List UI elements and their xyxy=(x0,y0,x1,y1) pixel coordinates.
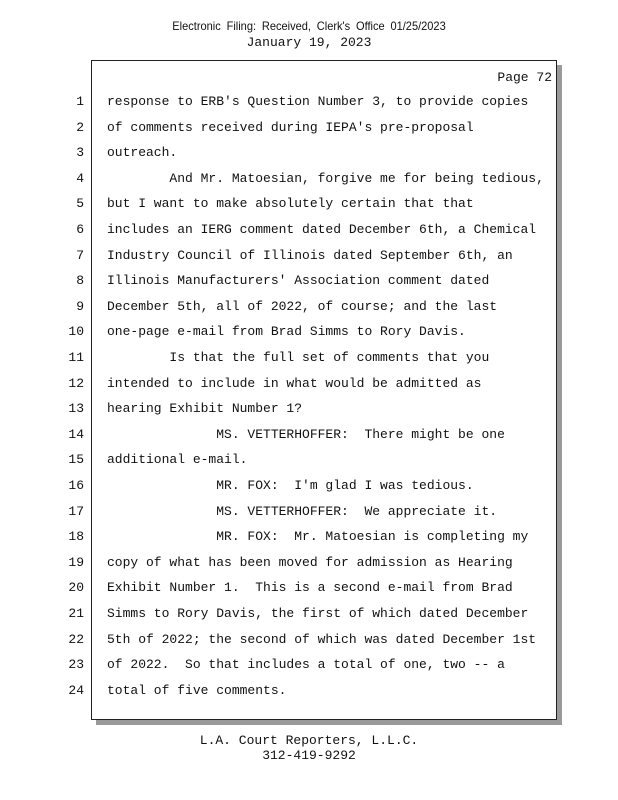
line-number: 15 xyxy=(68,452,84,468)
line-text: MS. VETTERHOFFER: There might be one xyxy=(107,426,505,442)
transcript-line xyxy=(0,555,618,575)
line-text: of 2022. So that includes a total of one, two -- a xyxy=(107,657,505,673)
transcript-line xyxy=(0,196,618,216)
transcript-line xyxy=(0,120,618,140)
line-text: December 5th, all of 2022, of course; and the last xyxy=(107,298,498,314)
line-number: 1 xyxy=(76,94,84,109)
line-number: 3 xyxy=(76,145,84,161)
line-number: 18 xyxy=(68,529,84,545)
line-text: intended to include in what would be admitted as xyxy=(107,375,482,391)
line-text: MR. FOX: Mr. Matoesian is completing my xyxy=(107,529,529,545)
line-number: 14 xyxy=(68,426,84,442)
line-text: MS. VETTERHOFFER: We appreciate it. xyxy=(107,503,498,519)
court-reporter-phone: 312-419-9292 xyxy=(262,748,356,763)
transcript-line xyxy=(0,171,618,191)
line-text: copy of what has been moved for admission as Hearing xyxy=(107,554,513,570)
line-text: Industry Council of Illinois dated September 6th, an xyxy=(107,247,513,263)
line-text: total of five comments. xyxy=(107,682,287,698)
transcript-line xyxy=(0,606,618,626)
transcript-line xyxy=(0,273,618,293)
transcript-line xyxy=(0,350,618,370)
transcript-line xyxy=(0,222,618,242)
transcript-line xyxy=(0,657,618,677)
line-text: MR. FOX: I'm glad I was tedious. xyxy=(107,478,474,493)
line-number: 22 xyxy=(68,631,84,647)
page-number: Page 72 xyxy=(497,70,552,85)
transcript-line xyxy=(0,248,618,268)
line-text: one-page e-mail from Brad Simms to Rory Davis. xyxy=(107,324,466,340)
line-number: 2 xyxy=(76,119,84,135)
line-number: 10 xyxy=(68,324,84,340)
line-text: response to ERB's Question Number 3, to provide copies xyxy=(107,94,529,109)
line-text: outreach. xyxy=(107,145,178,161)
transcript-line xyxy=(0,376,618,396)
line-text: additional e-mail. xyxy=(107,452,248,468)
transcript-line xyxy=(0,580,618,600)
transcript-line xyxy=(0,299,618,319)
court-reporter-name: L.A. Court Reporters, L.L.C. xyxy=(199,733,419,748)
transcript-line xyxy=(0,683,618,703)
line-text: hearing Exhibit Number 1? xyxy=(107,401,303,417)
transcript-line xyxy=(0,145,618,165)
line-text: Exhibit Number 1. This is a second e-mail from Brad xyxy=(107,580,513,596)
line-number: 19 xyxy=(68,554,84,570)
line-number: 20 xyxy=(68,580,84,596)
transcript-line xyxy=(0,504,618,524)
transcript-line xyxy=(0,401,618,421)
line-number: 13 xyxy=(68,401,84,417)
line-number: 23 xyxy=(68,657,84,673)
line-text: 5th of 2022; the second of which was dated December 1st xyxy=(107,631,537,647)
line-number: 21 xyxy=(68,606,84,621)
line-number: 17 xyxy=(68,503,84,519)
transcript-line xyxy=(0,324,618,344)
line-number: 12 xyxy=(68,375,84,391)
hearing-date: January 19, 2023 xyxy=(246,35,372,50)
line-number: 4 xyxy=(76,170,84,186)
line-number: 8 xyxy=(76,273,84,289)
line-text: of comments received during IEPA's pre-proposal xyxy=(107,119,474,135)
line-text: Is that the full set of comments that you xyxy=(107,350,490,365)
line-text: includes an IERG comment dated December 6th, a Chemical xyxy=(107,222,537,237)
line-number: 24 xyxy=(68,682,84,698)
line-text: Illinois Manufacturers' Association comment dated xyxy=(107,273,490,289)
transcript-line xyxy=(0,478,618,498)
transcript-line xyxy=(0,529,618,549)
line-text: And Mr. Matoesian, forgive me for being tedious, xyxy=(107,170,544,186)
line-number: 7 xyxy=(76,247,84,263)
filing-stamp: Electronic Filing: Received, Clerk's Office 01/25/2023 xyxy=(172,19,446,33)
transcript-line xyxy=(0,632,618,652)
line-number: 5 xyxy=(76,196,84,212)
line-text: but I want to make absolutely certain that that xyxy=(107,196,474,212)
transcript-line xyxy=(0,452,618,472)
line-number: 16 xyxy=(68,478,84,493)
line-number: 11 xyxy=(68,350,84,365)
line-number: 9 xyxy=(76,298,84,314)
transcript-line xyxy=(0,94,618,114)
transcript-line xyxy=(0,427,618,447)
line-text: Simms to Rory Davis, the first of which dated December xyxy=(107,606,529,621)
line-number: 6 xyxy=(76,222,84,237)
